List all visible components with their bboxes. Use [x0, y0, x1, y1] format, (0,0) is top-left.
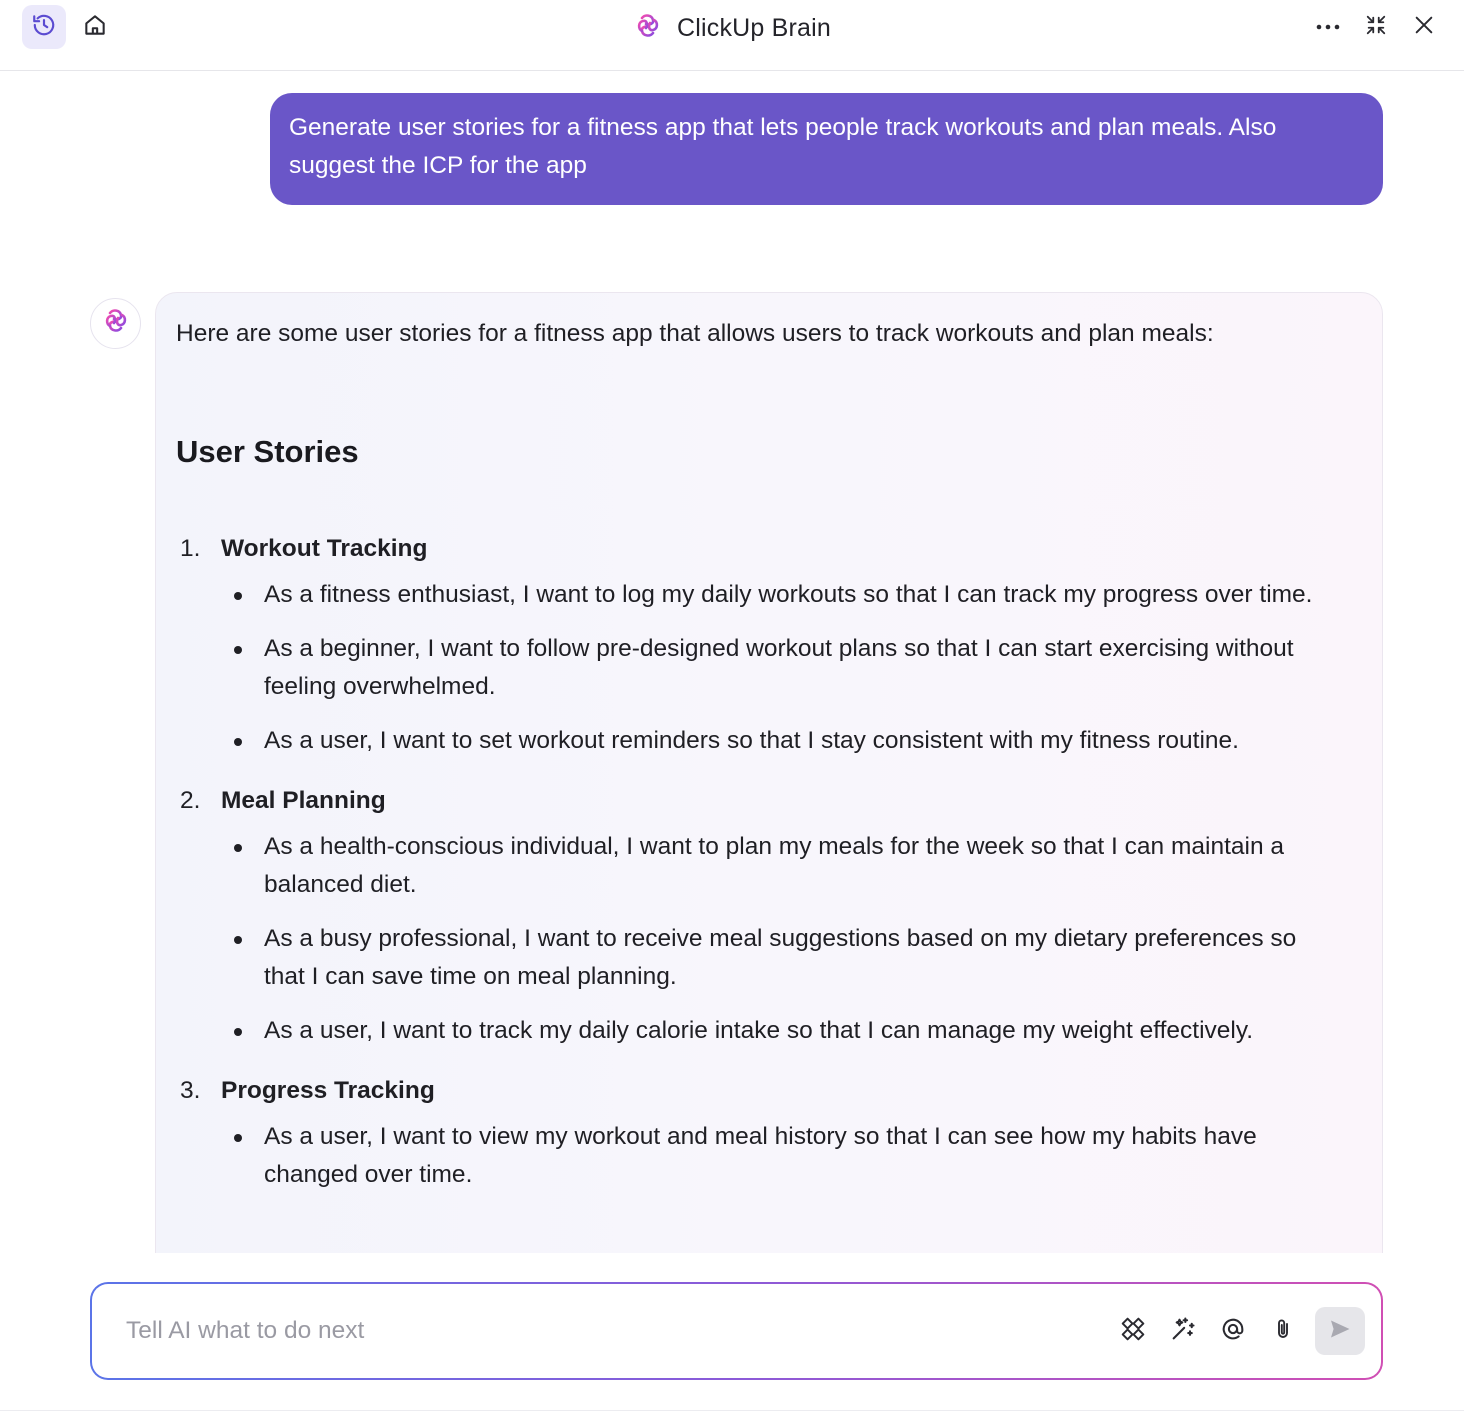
list-item: As a beginner, I want to follow pre-designed workout plans so that I can start exercising without feeling overwhelmed. — [176, 630, 1342, 706]
apps-icon — [1120, 1316, 1146, 1347]
more-icon — [1315, 18, 1341, 36]
ai-actions-button[interactable] — [1163, 1307, 1203, 1355]
close-icon — [1413, 14, 1435, 41]
story-list — [176, 1118, 1342, 1194]
user-stories-heading: User Stories — [176, 434, 359, 469]
more-options-button[interactable] — [1306, 5, 1350, 49]
bullet — [234, 1028, 242, 1036]
header-actions — [1306, 5, 1446, 49]
top-bar — [0, 0, 1464, 71]
section-title: Meal Planning — [221, 787, 386, 814]
section-progress-tracking — [176, 1072, 1342, 1194]
user-message-bubble: Generate user stories for a fitness app that lets people track workouts and plan meals. Also suggest the ICP for the app — [270, 93, 1383, 205]
list-item: As a fitness enthusiast, I want to log my daily workouts so that I can track my progress over time. — [176, 576, 1342, 614]
composer-toolbar — [1113, 1307, 1365, 1355]
attach-button[interactable] — [1263, 1307, 1303, 1355]
attach-icon — [1271, 1316, 1295, 1347]
list-item: As a busy professional, I want to receive meal suggestions based on my dietary preferences so that I can save time on meal planning. — [176, 920, 1342, 996]
bullet — [234, 592, 242, 600]
mention-button[interactable] — [1213, 1307, 1253, 1355]
list-item: As a health-conscious individual, I want to plan my meals for the week so that I can maintain a balanced diet. — [176, 828, 1342, 904]
assistant-intro: Here are some user stories for a fitness app that allows users to track workouts and plan meals: — [176, 320, 1214, 347]
list-item: As a user, I want to set workout reminders so that I stay consistent with my fitness routine. — [176, 722, 1342, 760]
assistant-avatar — [90, 298, 141, 349]
story-list — [176, 828, 1342, 1050]
send-button[interactable] — [1315, 1307, 1365, 1355]
apps-button[interactable] — [1113, 1307, 1153, 1355]
brain-logo-icon — [101, 306, 131, 341]
section-number: 1. — [180, 535, 201, 562]
collapse-button[interactable] — [1354, 5, 1398, 49]
bullet — [234, 738, 242, 746]
story-list — [176, 576, 1342, 760]
header-title-group — [0, 8, 1464, 48]
bullet — [234, 646, 242, 654]
brain-logo-icon — [633, 11, 663, 46]
bullet — [234, 936, 242, 944]
prompt-composer — [90, 1282, 1383, 1380]
list-item: As a user, I want to view my workout and meal history so that I can see how my habits have changed over time. — [176, 1118, 1342, 1194]
bullet — [234, 844, 242, 852]
bottom-divider — [0, 1410, 1464, 1411]
collapse-icon — [1365, 14, 1387, 41]
assistant-message-card — [155, 292, 1383, 1282]
section-workout-tracking — [176, 530, 1342, 760]
section-title: Progress Tracking — [221, 1077, 435, 1104]
section-title: Workout Tracking — [221, 535, 428, 562]
close-button[interactable] — [1402, 5, 1446, 49]
section-number: 3. — [180, 1077, 201, 1104]
send-icon — [1327, 1317, 1353, 1346]
panel-title: ClickUp Brain — [676, 13, 832, 42]
prompt-input[interactable] — [124, 1311, 1024, 1351]
bullet — [234, 1134, 242, 1142]
section-number: 2. — [180, 787, 201, 814]
user-story-sections — [176, 530, 1342, 1194]
sparkle-wand-icon — [1169, 1315, 1197, 1348]
mention-icon — [1220, 1316, 1246, 1347]
list-item: As a user, I want to track my daily calorie intake so that I can manage my weight effectively. — [176, 1012, 1342, 1050]
section-meal-planning — [176, 782, 1342, 1050]
